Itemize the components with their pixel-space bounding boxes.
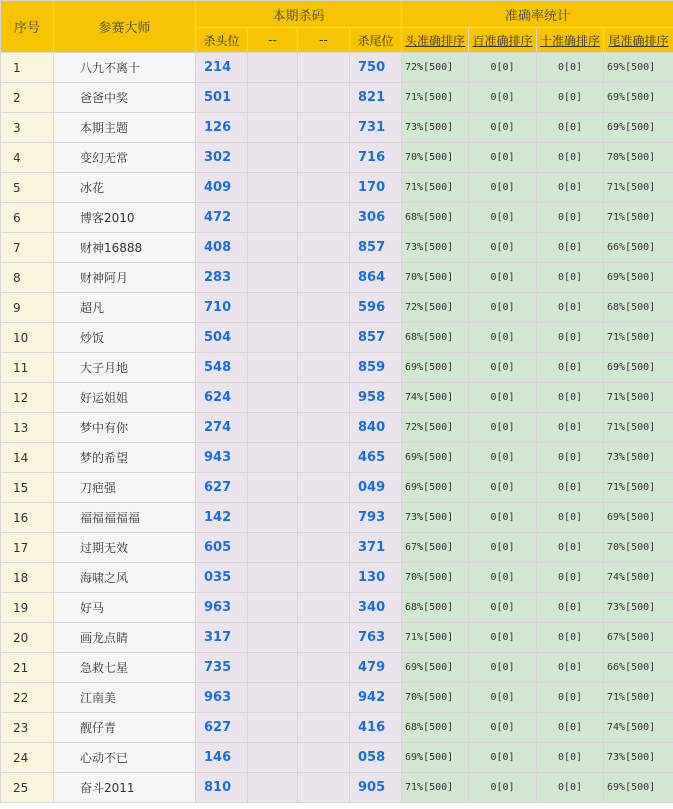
kill-head-value: 472 xyxy=(196,203,248,233)
ten-accuracy: 0[0] xyxy=(537,623,604,653)
blank-cell xyxy=(248,473,298,503)
blank-cell xyxy=(298,593,350,623)
table-row xyxy=(1,413,673,443)
master-name: 超凡 xyxy=(54,293,196,323)
row-index: 19 xyxy=(1,593,54,623)
head-accuracy: 71%[500] xyxy=(402,83,469,113)
blank-cell xyxy=(298,173,350,203)
tail-accuracy: 73%[500] xyxy=(604,443,673,473)
blank-cell xyxy=(298,203,350,233)
blank-cell xyxy=(248,203,298,233)
kill-tail-value: 596 xyxy=(350,293,402,323)
row-index: 13 xyxy=(1,413,54,443)
blank-cell xyxy=(298,473,350,503)
table-row xyxy=(1,503,673,533)
hundred-accuracy: 0[0] xyxy=(469,623,537,653)
ten-accuracy: 0[0] xyxy=(537,773,604,803)
master-name: 冰花 xyxy=(54,173,196,203)
head-accuracy: 68%[500] xyxy=(402,203,469,233)
ten-accuracy: 0[0] xyxy=(537,683,604,713)
sort-head-accuracy-link[interactable]: 头准确排序 xyxy=(402,28,469,53)
kill-head-value: 146 xyxy=(196,743,248,773)
blank-cell xyxy=(248,593,298,623)
row-index: 16 xyxy=(1,503,54,533)
tail-accuracy: 73%[500] xyxy=(604,743,673,773)
kill-head-value: 627 xyxy=(196,473,248,503)
blank-cell xyxy=(298,353,350,383)
kill-tail-value: 840 xyxy=(350,413,402,443)
head-accuracy: 70%[500] xyxy=(402,683,469,713)
kill-tail-value: 049 xyxy=(350,473,402,503)
blank-cell xyxy=(298,773,350,803)
ten-accuracy: 0[0] xyxy=(537,383,604,413)
master-name: 财神阿月 xyxy=(54,263,196,293)
blank-cell xyxy=(298,83,350,113)
master-name: 梦的希望 xyxy=(54,443,196,473)
kill-tail-value: 864 xyxy=(350,263,402,293)
blank-cell xyxy=(298,293,350,323)
kill-tail-value: 170 xyxy=(350,173,402,203)
tail-accuracy: 71%[500] xyxy=(604,173,673,203)
row-index: 8 xyxy=(1,263,54,293)
hundred-accuracy: 0[0] xyxy=(469,293,537,323)
hundred-accuracy: 0[0] xyxy=(469,503,537,533)
hundred-accuracy: 0[0] xyxy=(469,563,537,593)
kill-tail-value: 793 xyxy=(350,503,402,533)
kill-head-value: 408 xyxy=(196,233,248,263)
row-index: 4 xyxy=(1,143,54,173)
kill-tail-value: 905 xyxy=(350,773,402,803)
head-accuracy: 72%[500] xyxy=(402,413,469,443)
row-index: 14 xyxy=(1,443,54,473)
blank-cell xyxy=(248,263,298,293)
row-index: 9 xyxy=(1,293,54,323)
kill-tail-header: 杀尾位 xyxy=(350,28,402,53)
table-row xyxy=(1,263,673,293)
row-index: 18 xyxy=(1,563,54,593)
head-accuracy: 71%[500] xyxy=(402,173,469,203)
kill-head-value: 963 xyxy=(196,683,248,713)
row-index: 17 xyxy=(1,533,54,563)
head-accuracy: 74%[500] xyxy=(402,383,469,413)
master-name: 靓仔青 xyxy=(54,713,196,743)
kill-head-value: 963 xyxy=(196,593,248,623)
tail-accuracy: 69%[500] xyxy=(604,83,673,113)
ten-accuracy: 0[0] xyxy=(537,263,604,293)
blank-cell xyxy=(298,503,350,533)
ten-accuracy: 0[0] xyxy=(537,593,604,623)
ten-accuracy: 0[0] xyxy=(537,233,604,263)
blank-cell xyxy=(298,383,350,413)
kill-tail-value: 821 xyxy=(350,83,402,113)
head-accuracy: 73%[500] xyxy=(402,503,469,533)
table-row xyxy=(1,353,673,383)
kill-head-value: 710 xyxy=(196,293,248,323)
table-row xyxy=(1,773,673,803)
hundred-accuracy: 0[0] xyxy=(469,773,537,803)
kill-tail-value: 958 xyxy=(350,383,402,413)
head-accuracy: 73%[500] xyxy=(402,233,469,263)
tail-accuracy: 69%[500] xyxy=(604,353,673,383)
row-index: 25 xyxy=(1,773,54,803)
blank-cell xyxy=(248,653,298,683)
kill-head-value: 624 xyxy=(196,383,248,413)
kill-tail-value: 857 xyxy=(350,323,402,353)
tail-accuracy: 70%[500] xyxy=(604,533,673,563)
blank-cell xyxy=(298,113,350,143)
kill-head-value: 501 xyxy=(196,83,248,113)
head-accuracy: 70%[500] xyxy=(402,263,469,293)
kill-tail-value: 716 xyxy=(350,143,402,173)
sort-hundred-accuracy-link[interactable]: 百准确排序 xyxy=(469,28,537,53)
master-name: 财神16888 xyxy=(54,233,196,263)
blank-cell xyxy=(298,413,350,443)
master-name: 爸爸中奖 xyxy=(54,83,196,113)
kill-tail-value: 479 xyxy=(350,653,402,683)
master-name: 梦中有你 xyxy=(54,413,196,443)
master-name: 博客2010 xyxy=(54,203,196,233)
ten-accuracy: 0[0] xyxy=(537,413,604,443)
head-accuracy: 70%[500] xyxy=(402,563,469,593)
hundred-accuracy: 0[0] xyxy=(469,323,537,353)
head-accuracy: 67%[500] xyxy=(402,533,469,563)
kill-tail-value: 465 xyxy=(350,443,402,473)
ten-accuracy: 0[0] xyxy=(537,713,604,743)
table-row xyxy=(1,473,673,503)
blank-cell xyxy=(248,113,298,143)
ten-accuracy: 0[0] xyxy=(537,743,604,773)
tail-accuracy: 69%[500] xyxy=(604,53,673,83)
ten-accuracy: 0[0] xyxy=(537,443,604,473)
row-index: 10 xyxy=(1,323,54,353)
table-body xyxy=(1,53,673,803)
tail-accuracy: 68%[500] xyxy=(604,293,673,323)
row-index: 3 xyxy=(1,113,54,143)
hundred-accuracy: 0[0] xyxy=(469,53,537,83)
blank-cell xyxy=(298,143,350,173)
blank-cell xyxy=(248,683,298,713)
row-index: 6 xyxy=(1,203,54,233)
head-accuracy: 69%[500] xyxy=(402,653,469,683)
row-index: 23 xyxy=(1,713,54,743)
ten-accuracy: 0[0] xyxy=(537,503,604,533)
master-name: 好运姐姐 xyxy=(54,383,196,413)
master-name: 刀疤强 xyxy=(54,473,196,503)
hundred-accuracy: 0[0] xyxy=(469,683,537,713)
sort-tail-accuracy-link[interactable]: 尾准确排序 xyxy=(604,28,673,53)
sort-ten-accuracy-link[interactable]: 十准确排序 xyxy=(537,28,604,53)
table-row xyxy=(1,173,673,203)
kill-head-value: 409 xyxy=(196,173,248,203)
hundred-accuracy: 0[0] xyxy=(469,113,537,143)
blank-cell xyxy=(248,173,298,203)
hundred-accuracy: 0[0] xyxy=(469,533,537,563)
kill-head-value: 035 xyxy=(196,563,248,593)
master-name: 过期无效 xyxy=(54,533,196,563)
tail-accuracy: 74%[500] xyxy=(604,713,673,743)
hundred-accuracy: 0[0] xyxy=(469,203,537,233)
tail-accuracy: 74%[500] xyxy=(604,563,673,593)
hundred-accuracy: 0[0] xyxy=(469,593,537,623)
ten-accuracy: 0[0] xyxy=(537,83,604,113)
head-accuracy: 73%[500] xyxy=(402,113,469,143)
hundred-accuracy: 0[0] xyxy=(469,473,537,503)
head-accuracy: 68%[500] xyxy=(402,593,469,623)
kill-head-value: 283 xyxy=(196,263,248,293)
blank-cell xyxy=(298,323,350,353)
master-name: 心动不已 xyxy=(54,743,196,773)
kill-head-value: 142 xyxy=(196,503,248,533)
kill-head-value: 548 xyxy=(196,353,248,383)
table-row xyxy=(1,203,673,233)
table-row xyxy=(1,293,673,323)
head-accuracy: 71%[500] xyxy=(402,773,469,803)
kill-head-value: 126 xyxy=(196,113,248,143)
head-accuracy: 69%[500] xyxy=(402,353,469,383)
master-name: 奋斗2011 xyxy=(54,773,196,803)
blank-cell xyxy=(248,353,298,383)
kill-head-value: 810 xyxy=(196,773,248,803)
kill-tail-value: 857 xyxy=(350,233,402,263)
blank-cell xyxy=(298,263,350,293)
blank-cell xyxy=(298,53,350,83)
ten-accuracy: 0[0] xyxy=(537,143,604,173)
row-index: 20 xyxy=(1,623,54,653)
head-accuracy: 68%[500] xyxy=(402,323,469,353)
blank-cell xyxy=(248,773,298,803)
kill-group-header: 本期杀码 xyxy=(196,1,402,28)
table-row xyxy=(1,623,673,653)
blank-cell xyxy=(248,743,298,773)
kill-tail-value: 763 xyxy=(350,623,402,653)
ten-accuracy: 0[0] xyxy=(537,293,604,323)
master-name: 福福福福福 xyxy=(54,503,196,533)
ten-accuracy: 0[0] xyxy=(537,563,604,593)
table-row xyxy=(1,383,673,413)
hundred-accuracy: 0[0] xyxy=(469,443,537,473)
kill-head-header: 杀头位 xyxy=(196,28,248,53)
kill-head-value: 214 xyxy=(196,53,248,83)
ten-accuracy: 0[0] xyxy=(537,473,604,503)
row-index: 5 xyxy=(1,173,54,203)
tail-accuracy: 71%[500] xyxy=(604,413,673,443)
ten-accuracy: 0[0] xyxy=(537,653,604,683)
hundred-accuracy: 0[0] xyxy=(469,173,537,203)
row-index: 11 xyxy=(1,353,54,383)
blank-cell xyxy=(248,563,298,593)
table-row xyxy=(1,113,673,143)
kill-tail-value: 371 xyxy=(350,533,402,563)
row-index: 24 xyxy=(1,743,54,773)
blank-cell xyxy=(248,533,298,563)
dash-header-2: -- xyxy=(298,28,350,53)
blank-cell xyxy=(298,653,350,683)
kill-tail-value: 130 xyxy=(350,563,402,593)
hundred-accuracy: 0[0] xyxy=(469,143,537,173)
hundred-accuracy: 0[0] xyxy=(469,413,537,443)
kill-head-value: 627 xyxy=(196,713,248,743)
table-row xyxy=(1,143,673,173)
row-index: 15 xyxy=(1,473,54,503)
table-row xyxy=(1,323,673,353)
tail-accuracy: 71%[500] xyxy=(604,383,673,413)
head-accuracy: 69%[500] xyxy=(402,443,469,473)
tail-accuracy: 69%[500] xyxy=(604,263,673,293)
hundred-accuracy: 0[0] xyxy=(469,263,537,293)
kill-head-value: 274 xyxy=(196,413,248,443)
col-index-header: 序号 xyxy=(1,1,54,53)
tail-accuracy: 69%[500] xyxy=(604,773,673,803)
blank-cell xyxy=(248,83,298,113)
table-row xyxy=(1,533,673,563)
master-name: 海啸之风 xyxy=(54,563,196,593)
kill-head-value: 504 xyxy=(196,323,248,353)
ten-accuracy: 0[0] xyxy=(537,203,604,233)
master-name: 好马 xyxy=(54,593,196,623)
hundred-accuracy: 0[0] xyxy=(469,383,537,413)
tail-accuracy: 70%[500] xyxy=(604,143,673,173)
kill-tail-value: 750 xyxy=(350,53,402,83)
header-row-1 xyxy=(1,1,673,28)
table-row xyxy=(1,593,673,623)
ten-accuracy: 0[0] xyxy=(537,53,604,83)
ten-accuracy: 0[0] xyxy=(537,113,604,143)
hundred-accuracy: 0[0] xyxy=(469,83,537,113)
blank-cell xyxy=(298,713,350,743)
table-row xyxy=(1,443,673,473)
table-row xyxy=(1,713,673,743)
table-row xyxy=(1,563,673,593)
tail-accuracy: 71%[500] xyxy=(604,683,673,713)
blank-cell xyxy=(248,383,298,413)
tail-accuracy: 71%[500] xyxy=(604,473,673,503)
kill-tail-value: 306 xyxy=(350,203,402,233)
tail-accuracy: 71%[500] xyxy=(604,323,673,353)
blank-cell xyxy=(298,623,350,653)
row-index: 7 xyxy=(1,233,54,263)
table-row xyxy=(1,53,673,83)
kill-tail-value: 340 xyxy=(350,593,402,623)
master-name: 急救七星 xyxy=(54,653,196,683)
table-row xyxy=(1,83,673,113)
tail-accuracy: 66%[500] xyxy=(604,233,673,263)
ten-accuracy: 0[0] xyxy=(537,173,604,203)
hundred-accuracy: 0[0] xyxy=(469,713,537,743)
master-name: 炒饭 xyxy=(54,323,196,353)
kill-tail-value: 416 xyxy=(350,713,402,743)
master-name: 变幻无常 xyxy=(54,143,196,173)
blank-cell xyxy=(298,533,350,563)
blank-cell xyxy=(298,443,350,473)
kill-head-value: 735 xyxy=(196,653,248,683)
table-row xyxy=(1,233,673,263)
tail-accuracy: 66%[500] xyxy=(604,653,673,683)
head-accuracy: 72%[500] xyxy=(402,293,469,323)
blank-cell xyxy=(248,623,298,653)
tail-accuracy: 73%[500] xyxy=(604,593,673,623)
table-row xyxy=(1,653,673,683)
tail-accuracy: 71%[500] xyxy=(604,203,673,233)
master-name: 本期主题 xyxy=(54,113,196,143)
kill-head-value: 317 xyxy=(196,623,248,653)
blank-cell xyxy=(248,293,298,323)
col-master-header: 参赛大师 xyxy=(54,1,196,53)
tail-accuracy: 67%[500] xyxy=(604,623,673,653)
row-index: 22 xyxy=(1,683,54,713)
kill-head-value: 302 xyxy=(196,143,248,173)
kill-tail-value: 058 xyxy=(350,743,402,773)
blank-cell xyxy=(248,413,298,443)
head-accuracy: 71%[500] xyxy=(402,623,469,653)
row-index: 21 xyxy=(1,653,54,683)
master-name: 江南美 xyxy=(54,683,196,713)
blank-cell xyxy=(248,143,298,173)
blank-cell xyxy=(248,233,298,263)
kill-head-value: 943 xyxy=(196,443,248,473)
blank-cell xyxy=(248,443,298,473)
head-accuracy: 69%[500] xyxy=(402,473,469,503)
hundred-accuracy: 0[0] xyxy=(469,653,537,683)
blank-cell xyxy=(298,683,350,713)
ten-accuracy: 0[0] xyxy=(537,323,604,353)
ten-accuracy: 0[0] xyxy=(537,533,604,563)
master-name: 画龙点睛 xyxy=(54,623,196,653)
ten-accuracy: 0[0] xyxy=(537,353,604,383)
blank-cell xyxy=(248,503,298,533)
table-row xyxy=(1,743,673,773)
table-row xyxy=(1,683,673,713)
dash-header-1: -- xyxy=(248,28,298,53)
tail-accuracy: 69%[500] xyxy=(604,503,673,533)
blank-cell xyxy=(298,563,350,593)
blank-cell xyxy=(298,743,350,773)
row-index: 2 xyxy=(1,83,54,113)
kill-tail-value: 731 xyxy=(350,113,402,143)
tail-accuracy: 69%[500] xyxy=(604,113,673,143)
kill-head-value: 605 xyxy=(196,533,248,563)
row-index: 1 xyxy=(1,53,54,83)
blank-cell xyxy=(298,233,350,263)
hundred-accuracy: 0[0] xyxy=(469,233,537,263)
blank-cell xyxy=(248,713,298,743)
hundred-accuracy: 0[0] xyxy=(469,743,537,773)
master-name: 大子月地 xyxy=(54,353,196,383)
kill-tail-value: 859 xyxy=(350,353,402,383)
blank-cell xyxy=(248,323,298,353)
blank-cell xyxy=(248,53,298,83)
head-accuracy: 69%[500] xyxy=(402,743,469,773)
row-index: 12 xyxy=(1,383,54,413)
head-accuracy: 68%[500] xyxy=(402,713,469,743)
hundred-accuracy: 0[0] xyxy=(469,353,537,383)
kill-tail-value: 942 xyxy=(350,683,402,713)
head-accuracy: 70%[500] xyxy=(402,143,469,173)
stats-group-header: 准确率统计 xyxy=(402,1,673,28)
head-accuracy: 72%[500] xyxy=(402,53,469,83)
master-name: 八九不离十 xyxy=(54,53,196,83)
